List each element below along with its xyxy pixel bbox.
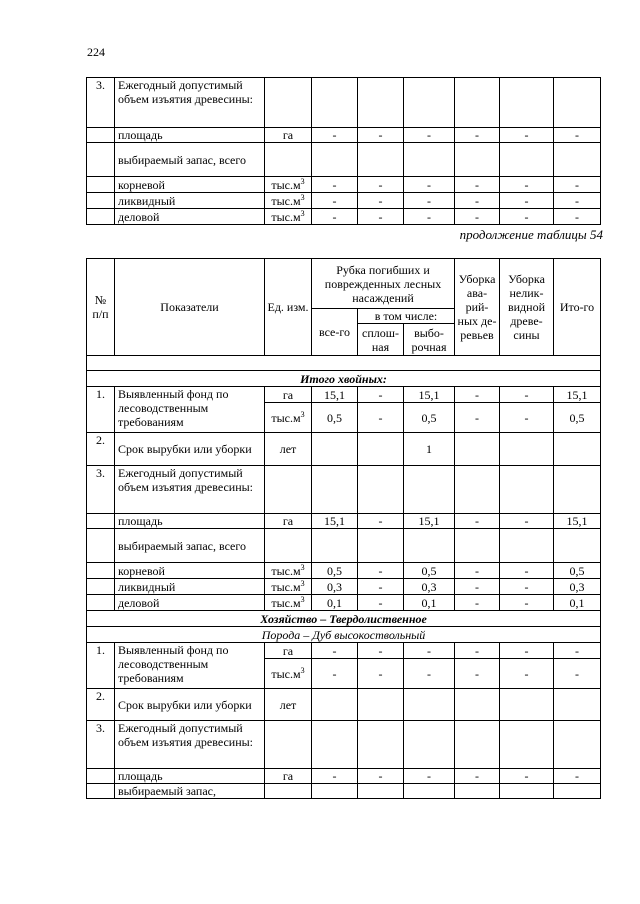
value-cell: 0,3 [404, 579, 455, 595]
value-cell: - [554, 177, 601, 193]
row-number: 2. [87, 433, 115, 466]
value-cell: - [500, 659, 554, 689]
header-row [87, 259, 601, 309]
value-cell: - [500, 403, 554, 433]
table-row [87, 579, 601, 595]
unit-cell: га [265, 769, 312, 784]
table-row [87, 193, 601, 209]
table-row [87, 689, 601, 721]
indicator-label: ликвидный [115, 579, 265, 595]
section-row [87, 611, 601, 627]
value-cell: - [455, 387, 500, 403]
value-cell: - [358, 659, 404, 689]
row-number: 3. [87, 466, 115, 514]
value-cell: - [500, 563, 554, 579]
value-cell: 0,5 [554, 563, 601, 579]
table-row [87, 769, 601, 784]
value-cell: - [358, 769, 404, 784]
table-row [87, 563, 601, 579]
value-cell: - [358, 193, 404, 209]
value-cell: 15,1 [554, 514, 601, 529]
value-cell: - [455, 514, 500, 529]
indicator-label: Ежегодный допустимый объем изъятия древесины: [115, 721, 265, 769]
value-cell: - [312, 177, 358, 193]
table-row [87, 209, 601, 225]
indicator-label: выбираемый запас, [115, 784, 265, 799]
value-cell: - [500, 177, 554, 193]
value-cell: - [312, 769, 358, 784]
table-row [87, 466, 601, 514]
section-title: Хозяйство – Твердолиственное [87, 611, 601, 627]
value-cell: - [554, 643, 601, 659]
value-cell: - [500, 514, 554, 529]
value-cell: - [500, 579, 554, 595]
unit-cell: $тыс.м^3$ [265, 659, 312, 689]
value-cell: 0,5 [312, 403, 358, 433]
value-cell: - [358, 643, 404, 659]
header-num: № п/п [87, 259, 115, 356]
indicator-label: Выявленный фонд по лесоводственным требованиям [115, 387, 265, 433]
row-number: 1. [87, 387, 115, 433]
table-row [87, 128, 601, 143]
header-emergency: Уборка ава-рий-ных де-ревьев [455, 259, 500, 356]
table-row [87, 721, 601, 769]
row-number: 3. [87, 78, 115, 128]
continuation-caption: продолжение таблицы 54 [459, 227, 603, 242]
header-clear: сплош-ная [358, 324, 404, 356]
value-cell: - [312, 128, 358, 143]
value-cell: 0,5 [404, 403, 455, 433]
table-row [87, 595, 601, 611]
header-including: в том числе: [358, 309, 455, 324]
value-cell: - [358, 177, 404, 193]
value-cell: - [404, 769, 455, 784]
indicator-label: выбираемый запас, всего [115, 143, 265, 177]
value-cell: - [500, 595, 554, 611]
main-table [86, 258, 601, 799]
value-cell: - [358, 579, 404, 595]
indicator-label: площадь [115, 128, 265, 143]
value-cell: - [455, 595, 500, 611]
indicator-label: корневой [115, 563, 265, 579]
value-cell: - [455, 579, 500, 595]
value-cell: - [455, 177, 500, 193]
table-row [87, 643, 601, 659]
page-number: 224 [87, 45, 105, 59]
value-cell: 0,3 [312, 579, 358, 595]
value-cell: 15,1 [312, 387, 358, 403]
indicator-label: деловой [115, 209, 265, 225]
value-cell: 0,5 [554, 403, 601, 433]
value-cell: - [312, 659, 358, 689]
unit-cell: $тыс.м^3$ [265, 595, 312, 611]
subsection-row [87, 627, 601, 643]
value-cell: - [404, 209, 455, 225]
header-unit: Ед. изм. [265, 259, 312, 356]
unit-cell: лет [265, 689, 312, 721]
value-cell: - [358, 514, 404, 529]
value-cell: - [500, 387, 554, 403]
indicator-label: деловой [115, 595, 265, 611]
value-cell: 15,1 [554, 387, 601, 403]
indicator-label: Выявленный фонд по лесоводственным требованиям [115, 643, 265, 689]
unit-cell: га [265, 643, 312, 659]
unit-cell: $тыс.м^3$ [265, 403, 312, 433]
value-cell: 0,5 [312, 563, 358, 579]
indicator-label: Ежегодный допустимый объем изъятия древесины: [115, 78, 265, 128]
table-row [87, 529, 601, 563]
table-row [87, 177, 601, 193]
indicator-label: выбираемый запас, всего [115, 529, 265, 563]
value-cell: - [404, 643, 455, 659]
value-cell: - [455, 643, 500, 659]
value-cell: - [358, 403, 404, 433]
header-total: Ито-го [554, 259, 601, 356]
value-cell: - [455, 563, 500, 579]
unit-cell: лет [265, 433, 312, 466]
indicator-label: площадь [115, 514, 265, 529]
table-row [87, 433, 601, 466]
header-selective: выбо-рочная [404, 324, 455, 356]
subsection-title: Порода – Дуб высокоствольный [87, 627, 601, 643]
value-cell: - [554, 769, 601, 784]
value-cell: - [554, 209, 601, 225]
unit-cell: га [265, 514, 312, 529]
indicator-label: ликвидный [115, 193, 265, 209]
unit-cell: $тыс.м^3$ [265, 209, 312, 225]
value-cell: - [500, 193, 554, 209]
value-cell: - [358, 563, 404, 579]
unit-cell: га [265, 128, 312, 143]
indicator-label: площадь [115, 769, 265, 784]
value-cell: - [455, 769, 500, 784]
table-continued-top [86, 77, 601, 225]
value-cell: 0,5 [404, 563, 455, 579]
value-cell: - [500, 769, 554, 784]
value-cell: 1 [404, 433, 455, 466]
value-cell: - [500, 128, 554, 143]
value-cell: - [312, 209, 358, 225]
header-felling-group: Рубка погибших и поврежденных лесных насаждений [312, 259, 455, 309]
unit-cell: $тыс.м^3$ [265, 177, 312, 193]
header-illiquid: Уборка нелик-видной древе-сины [500, 259, 554, 356]
value-cell: - [500, 209, 554, 225]
indicator-label: Срок вырубки или уборки [115, 433, 265, 466]
table-row [87, 78, 601, 128]
unit-cell: га [265, 387, 312, 403]
value-cell: 15,1 [404, 514, 455, 529]
value-cell: - [554, 659, 601, 689]
value-cell: - [404, 128, 455, 143]
header-indicator: Показатели [115, 259, 265, 356]
table-row [87, 514, 601, 529]
value-cell: - [455, 128, 500, 143]
value-cell: - [455, 659, 500, 689]
value-cell: 0,3 [554, 579, 601, 595]
header-total-felling: все-го [312, 309, 358, 356]
value-cell: 15,1 [404, 387, 455, 403]
value-cell: - [455, 403, 500, 433]
row-number: 2. [87, 689, 115, 721]
value-cell: - [500, 643, 554, 659]
indicator-label: корневой [115, 177, 265, 193]
table-row [87, 784, 601, 799]
value-cell: - [358, 387, 404, 403]
table-row [87, 387, 601, 403]
indicator-label: Ежегодный допустимый объем изъятия древесины: [115, 466, 265, 514]
unit-cell: $тыс.м^3$ [265, 563, 312, 579]
value-cell: - [404, 659, 455, 689]
value-cell: 15,1 [312, 514, 358, 529]
value-cell: - [312, 193, 358, 209]
value-cell: 0,1 [404, 595, 455, 611]
table-row [87, 143, 601, 177]
value-cell: - [358, 209, 404, 225]
value-cell: - [554, 128, 601, 143]
unit-cell: $тыс.м^3$ [265, 579, 312, 595]
value-cell: - [455, 209, 500, 225]
value-cell: - [404, 177, 455, 193]
value-cell: - [404, 193, 455, 209]
value-cell: - [455, 193, 500, 209]
value-cell: 0,1 [554, 595, 601, 611]
value-cell: - [554, 193, 601, 209]
value-cell: - [312, 643, 358, 659]
spacer-row [87, 356, 601, 371]
value-cell: 0,1 [312, 595, 358, 611]
section-title: Итого хвойных: [87, 371, 601, 387]
value-cell: - [358, 595, 404, 611]
row-number: 1. [87, 643, 115, 689]
indicator-label: Срок вырубки или уборки [115, 689, 265, 721]
row-number: 3. [87, 721, 115, 769]
section-row [87, 371, 601, 387]
value-cell: - [358, 128, 404, 143]
unit-cell: $тыс.м^3$ [265, 193, 312, 209]
